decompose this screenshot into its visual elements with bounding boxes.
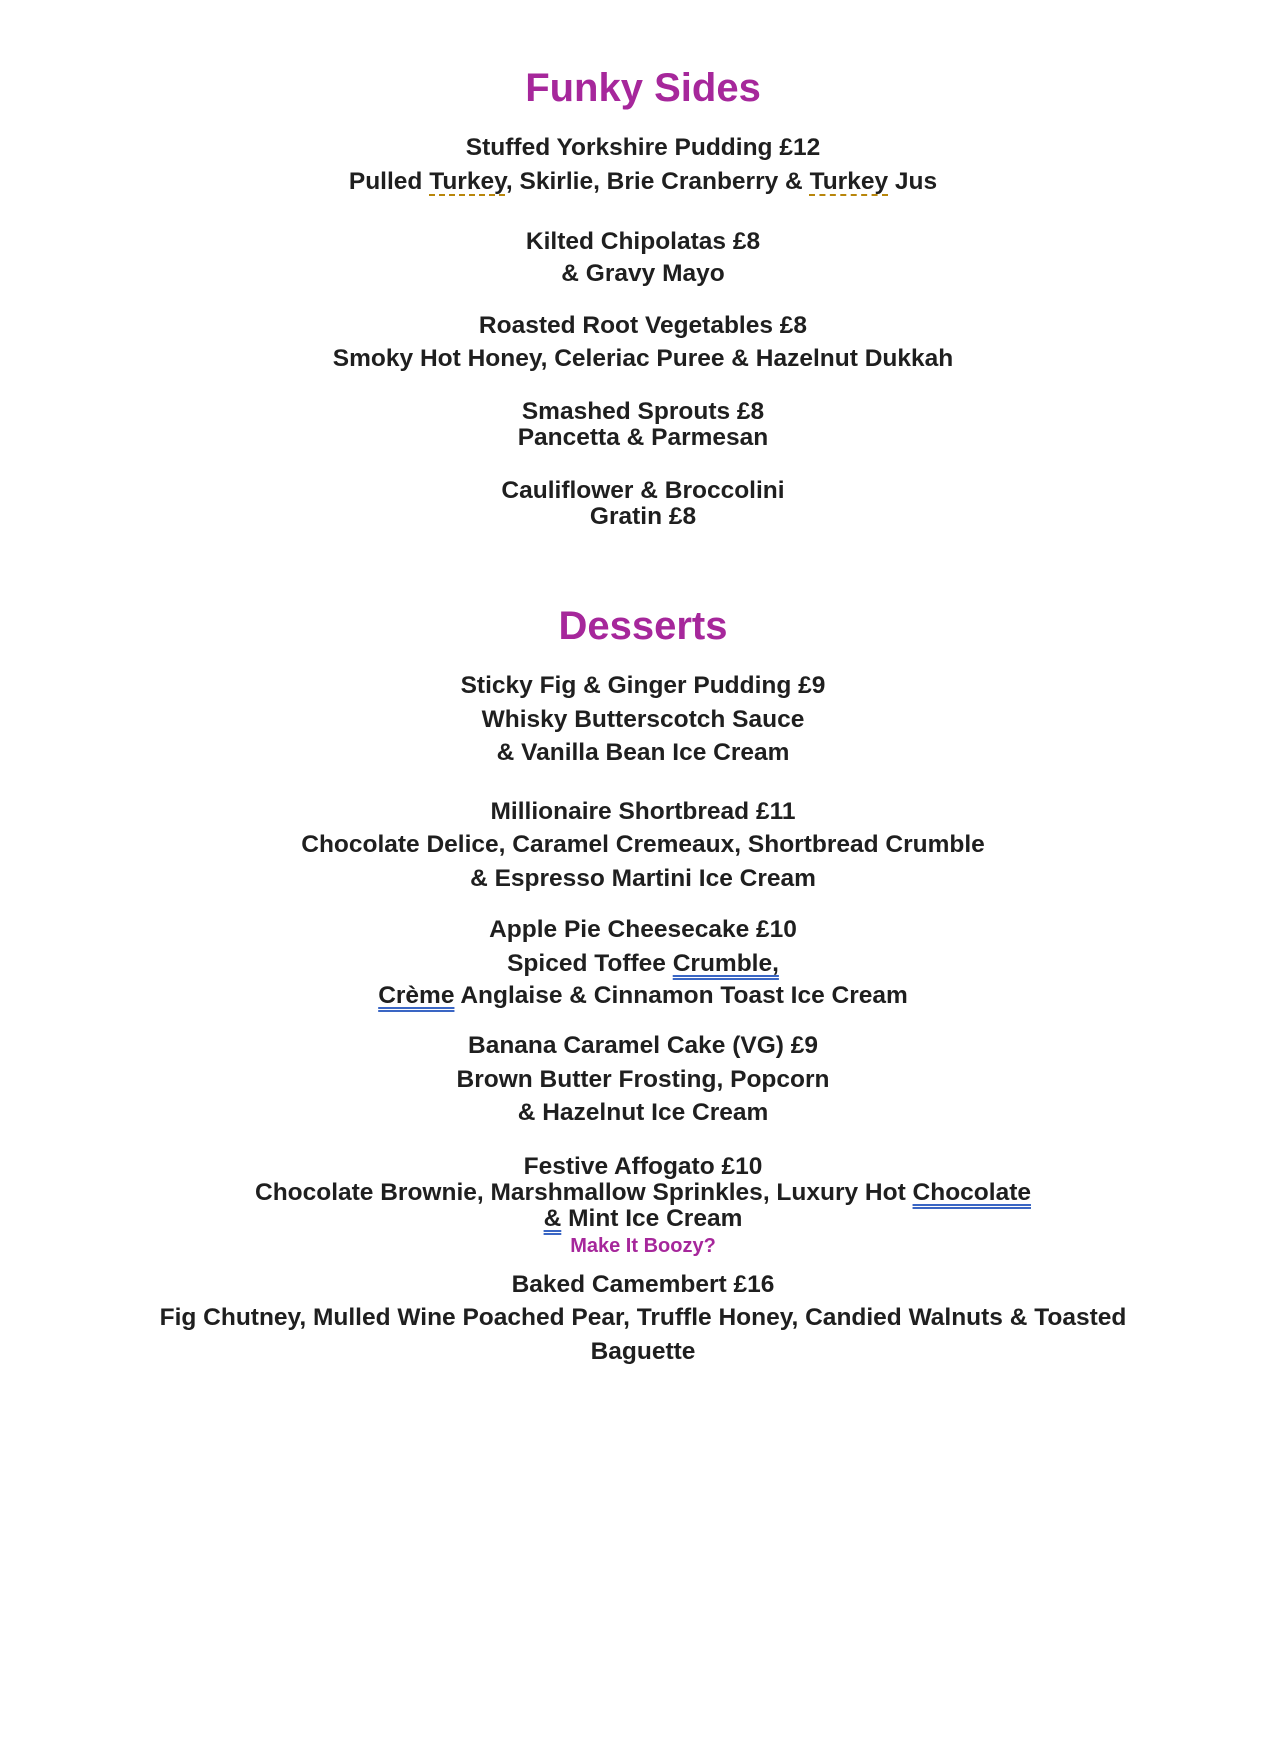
item-desc-affogato-2 [0,1205,1286,1233]
item-title-yorkshire: Stuffed Yorkshire Pudding £12 [465,134,821,161]
desc-text: , Skirlie, Brie Cranberry & [505,168,810,195]
item-title-millionaire: Millionaire Shortbread £11 [490,798,796,825]
item-title-gratin: Cauliflower & Broccolini [501,477,785,504]
item-desc-camembert-1: Fig Chutney, Mulled Wine Poached Pear, Truffle Honey, Candied Walnuts & Toasted [159,1304,1127,1331]
grammar-flag-word: Crème [378,982,455,1009]
item-desc-banana-1: Brown Butter Frosting, Popcorn [456,1066,830,1093]
make-it-boozy-note: Make It Boozy? [570,1235,716,1257]
item-desc-apple-1 [0,948,1286,980]
item-desc-chipolatas: & Gravy Mayo [561,260,725,287]
desc-text: Spiced Toffee [507,950,673,977]
item-title-chipolatas: Kilted Chipolatas £8 [525,228,761,255]
item-title-affogato: Festive Affogato £10 [523,1153,763,1180]
item-title-camembert: Baked Camembert £16 [511,1271,775,1298]
item-desc-millionaire-2: & Espresso Martini Ice Cream [470,865,816,892]
item-desc-apple-2 [0,980,1286,1012]
item-desc-camembert-2: Baguette [590,1338,696,1365]
desc-text: Chocolate Brownie, Marshmallow Sprinkles, Luxury Hot [255,1179,913,1206]
section-heading-desserts: Desserts [558,604,728,648]
item-title-apple: Apple Pie Cheesecake £10 [489,916,797,943]
item-desc-fig-2: & Vanilla Bean Ice Cream [496,739,790,766]
spellcheck-word: Turkey [809,168,889,195]
item-desc-fig-1: Whisky Butterscotch Sauce [481,706,805,733]
desc-text: Mint Ice Cream [561,1205,743,1232]
item-desc-banana-2: & Hazelnut Ice Cream [517,1099,769,1126]
item-desc-sprouts: Pancetta & Parmesan [517,424,769,451]
item-title-sprouts: Smashed Sprouts £8 [521,398,765,425]
item-title-banana: Banana Caramel Cake (VG) £9 [468,1032,818,1059]
item-desc-affogato-1 [0,1179,1286,1207]
item-desc-yorkshire [0,166,1286,198]
grammar-flag-word: Chocolate [912,1179,1031,1206]
desc-text: Anglaise & Cinnamon Toast Ice Cream [454,982,908,1009]
desc-text: Pulled [348,168,430,195]
grammar-flag-word: & [543,1205,562,1232]
item-title-fig: Sticky Fig & Ginger Pudding £9 [460,672,826,699]
item-desc-millionaire-1: Chocolate Delice, Caramel Cremeaux, Shortbread Crumble [301,831,985,858]
desc-text: Jus [888,168,938,195]
item-desc-roots: Smoky Hot Honey, Celeriac Puree & Hazelnut Dukkah [332,345,954,372]
grammar-flag-word: Crumble, [672,950,779,977]
spellcheck-word: Turkey [429,168,506,195]
item-desc-gratin: Gratin £8 [589,503,697,530]
item-title-roots: Roasted Root Vegetables £8 [478,312,808,339]
section-heading-funky-sides: Funky Sides [525,66,761,110]
